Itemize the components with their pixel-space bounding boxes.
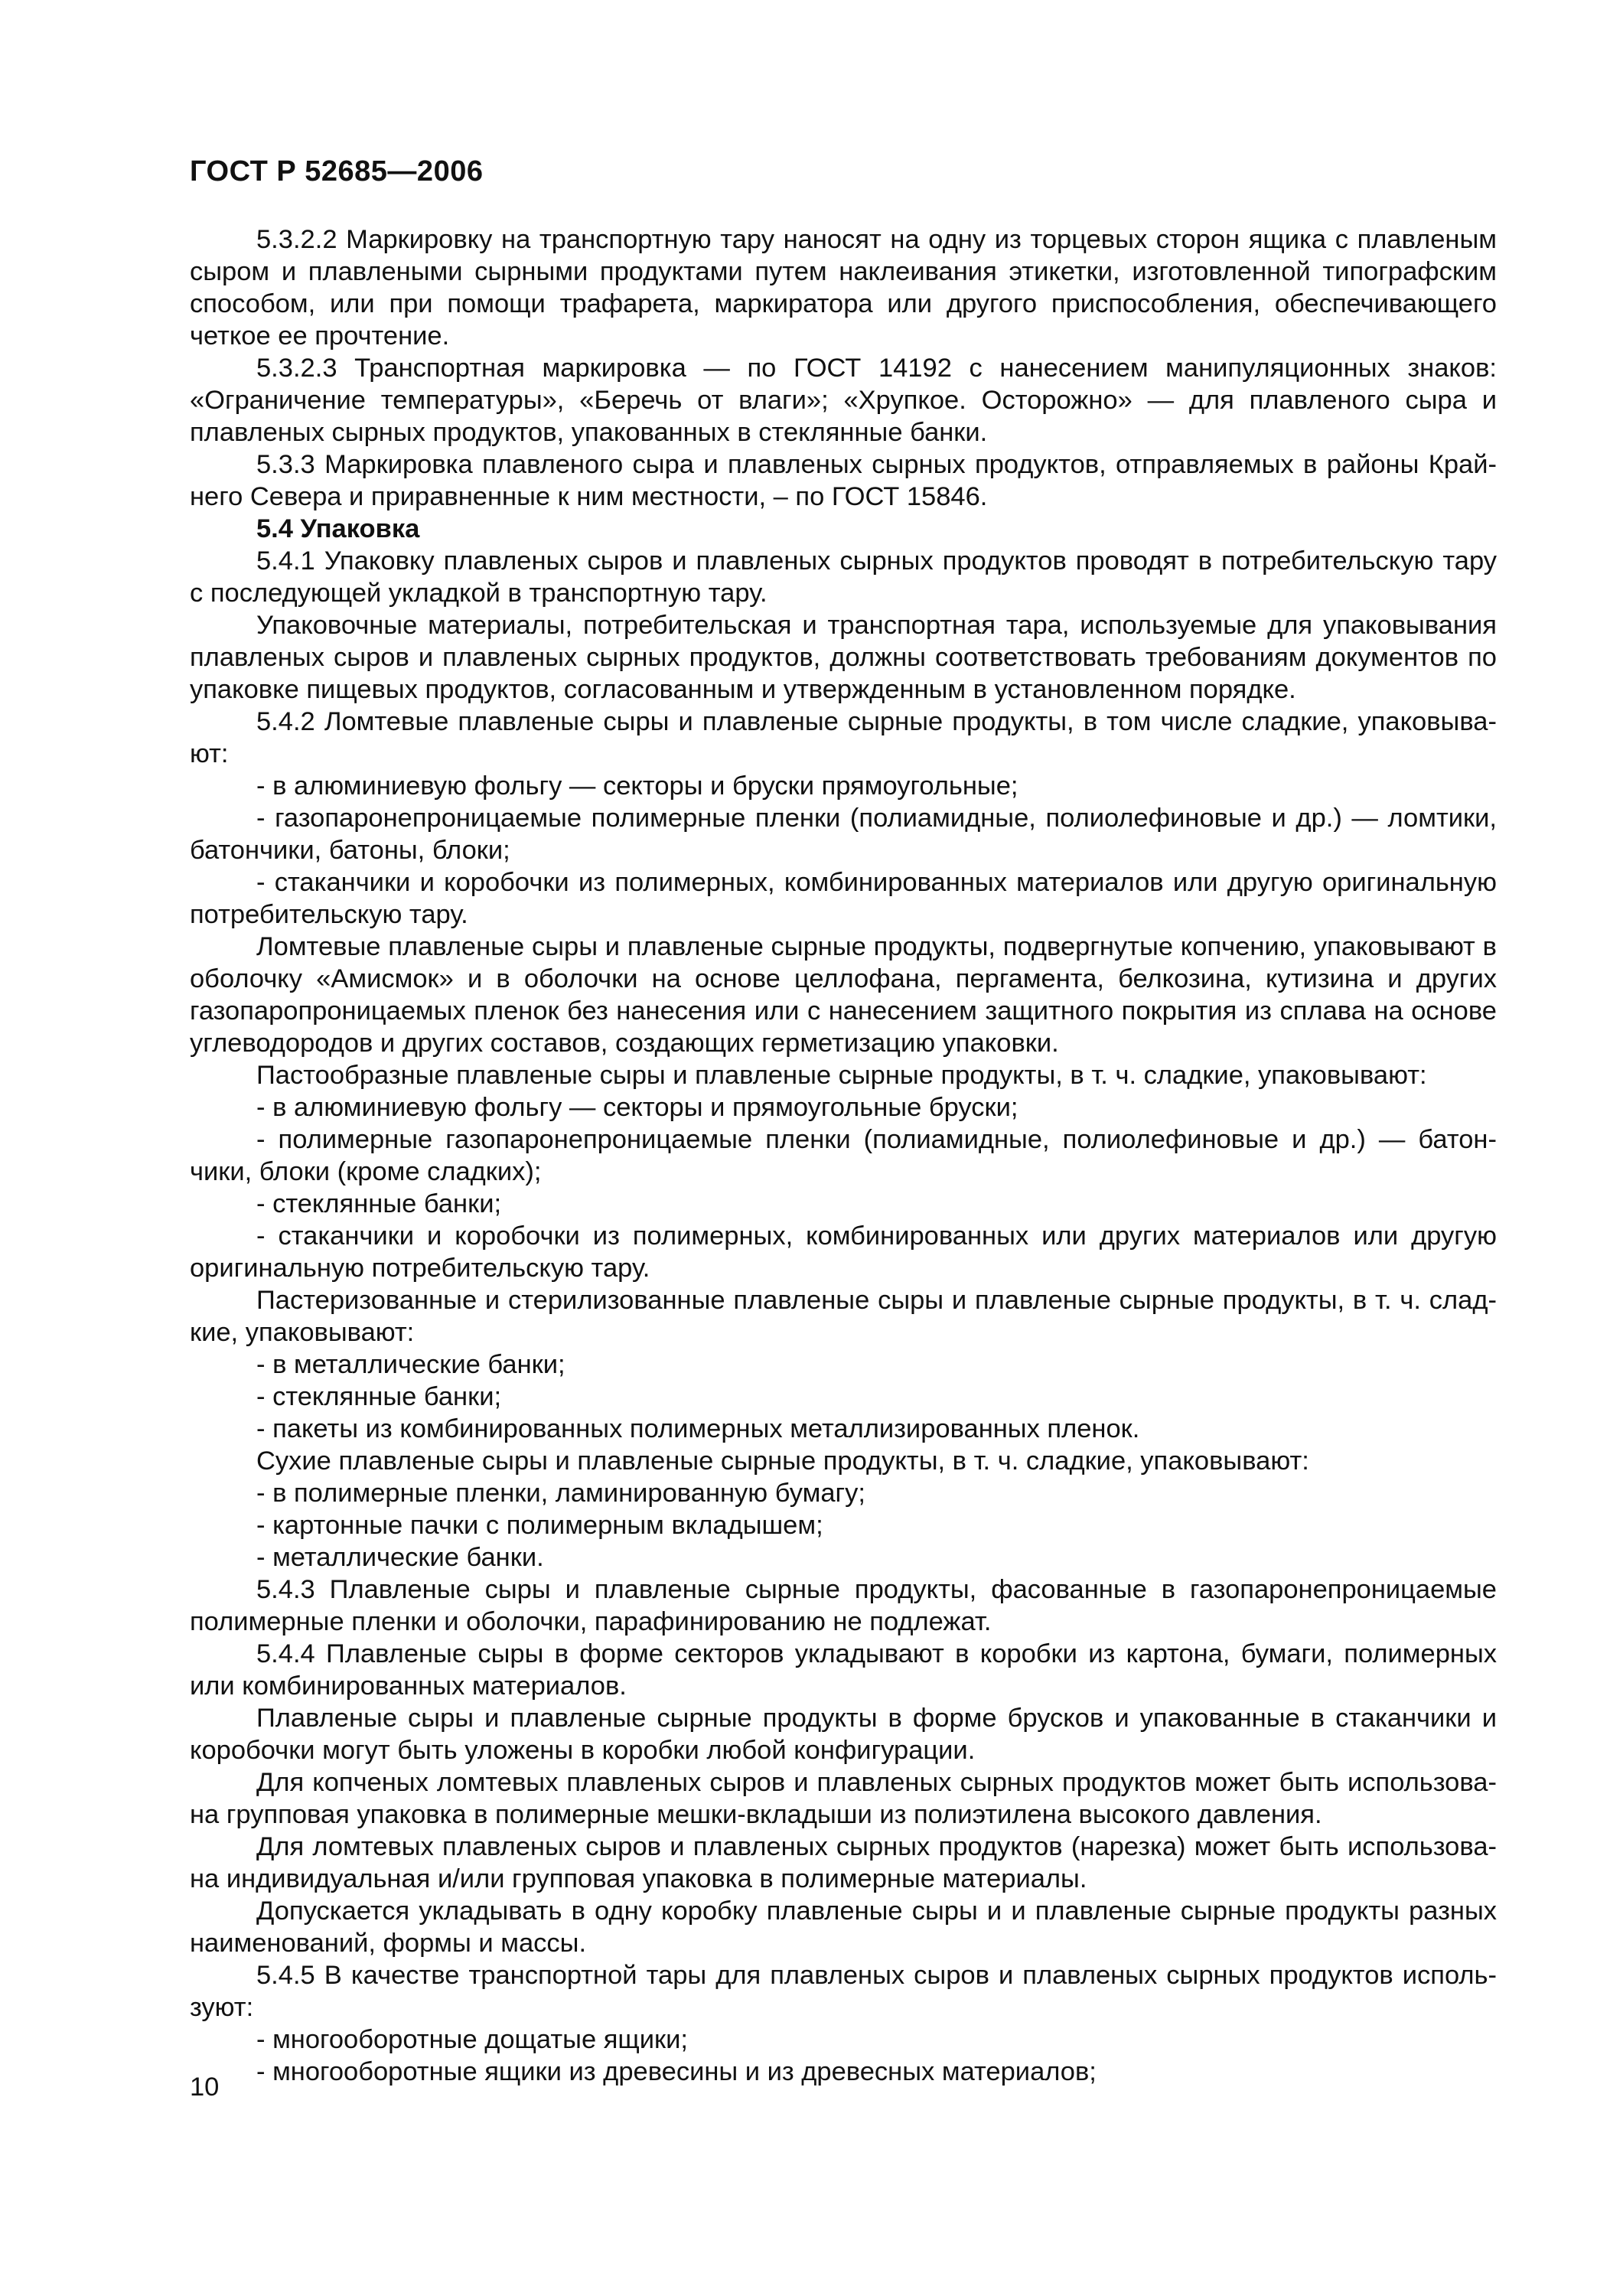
paragraph-5-4-2: 5.4.2 Ломтевые плавленые сыры и плавленые сырные продукты, в том числе сладкие, упаковывают: <box>190 707 1497 768</box>
paragraph: Пастеризованные и стерилизованные плавленые сыры и плавленые сырные продукты, в т. ч. сладкие, упаковывают: <box>190 1286 1497 1347</box>
list-item: - стаканчики и коробочки из полимерных, комбинированных или других материалов или другую оригинальную потребительскую тару. <box>190 1221 1497 1283</box>
paragraph: Для ломтевых плавленых сыров и плавленых сырных продуктов (нарезка) может быть использована индивидуальная и/или групповая упаковка в полимерные материалы. <box>190 1832 1497 1893</box>
paragraph-5-4-4: 5.4.4 Плавленые сыры в форме секторов укладывают в коробки из картона, бумаги, полимерных или комбинированных материалов. <box>190 1639 1497 1701</box>
list-item: - стеклянные банки; <box>256 1189 502 1218</box>
paragraph: Ломтевые плавленые сыры и плавленые сырные продукты, подвергнутые копчению, упаковывают в оболочку «Амисмок» и в оболочки на основе целлофана, пергамента, белкозина, кутизина и других газопаропроницаемых пленок без нанесения или с нанесением защитного покрытия из сплава на основе углеводородов и других составов, создающих герметизацию упаковки. <box>190 932 1497 1058</box>
paragraph: Для копченых ломтевых плавленых сыров и плавленых сырных продуктов может быть использована групповая упаковка в полимерные мешки-вкладыши из полиэтилена высокого давления. <box>190 1768 1497 1829</box>
paragraph: Допускается укладывать в одну коробку плавленые сыры и и плавленые сырные продукты разных наименований, формы и массы. <box>190 1896 1497 1958</box>
list-item: - металлические банки. <box>256 1543 544 1572</box>
paragraph-5-4-5: 5.4.5 В качестве транспортной тары для плавленых сыров и плавленых сырных продуктов используют: <box>190 1961 1497 2022</box>
list-item: - картонные пачки с полимерным вкладышем; <box>256 1511 823 1540</box>
paragraph-5-3-2-2: 5.3.2.2 Маркировку на транспортную тару наносят на одну из торцевых сторон ящика с плавленым сыром и плавлеными сырными продуктами путем наклеивания этикетки, изготовленной типографским способом, или при помощи трафарета, маркиратора или другого приспособления, обеспечивающего четкое ее прочтение. <box>190 225 1497 351</box>
paragraph: Упаковочные материалы, потребительская и транспортная тара, используемые для упаковывания плавленых сыров и плавленых сырных продуктов, должны соответствовать требованиям документов по упаковке пищевых продуктов, согласованным и утвержденным в установленном порядке. <box>190 611 1497 704</box>
paragraph: Сухие плавленые сыры и плавленые сырные продукты, в т. ч. сладкие, упаковывают: <box>256 1446 1309 1476</box>
paragraph: Плавленые сыры и плавленые сырные продукты в форме брусков и упакованные в стаканчики и коробочки могут быть уложены в коробки любой конфигурации. <box>190 1704 1497 1765</box>
paragraph-5-4-1: 5.4.1 Упаковку плавленых сыров и плавленых сырных продуктов проводят в потребительскую тару с последующей укладкой в транспортную тару. <box>190 546 1497 608</box>
paragraph-5-4-3: 5.4.3 Плавленые сыры и плавленые сырные продукты, фасованные в газопаронепроницаемые полимерные пленки и оболочки, парафинированию не подлежат. <box>190 1575 1497 1636</box>
section-heading-5-4: 5.4 Упаковка <box>256 514 420 543</box>
list-item: - многооборотные дощатые ящики; <box>256 2025 689 2054</box>
paragraph-5-3-3: 5.3.3 Маркировка плавленого сыра и плавленых сырных продуктов, отправляемых в районы Крайнего Севера и приравненные к ним местности, – по ГОСТ 15846. <box>190 450 1497 511</box>
list-item: - стаканчики и коробочки из полимерных, комбинированных материалов или другую оригинальную потребительскую тару. <box>190 868 1497 929</box>
list-item: - многооборотные ящики из древесины и из древесных материалов; <box>256 2057 1097 2086</box>
list-item: - в алюминиевую фольгу — секторы и бруски прямоугольные; <box>256 771 1018 801</box>
document-body <box>190 223 1497 2088</box>
list-item: - стеклянные банки; <box>256 1382 502 1411</box>
list-item: - в полимерные пленки, ламинированную бумагу; <box>256 1479 865 1508</box>
paragraph-5-3-2-3: 5.3.2.3 Транспортная маркировка — по ГОСТ 14192 с нанесением манипуляционных знаков: «Ограничение температуры», «Беречь от влаги»; «Хрупкое. Осторожно» — для плавленого сыра и плавленых сырных продуктов, упакованных в стеклянные банки. <box>190 354 1497 447</box>
list-item: - в алюминиевую фольгу — секторы и прямоугольные бруски; <box>256 1093 1018 1122</box>
list-item: - газопаронепроницаемые полимерные пленки (полиамидные, полиолефиновые и др.) — ломтики, батончики, батоны, блоки; <box>190 804 1497 865</box>
page-number: 10 <box>190 2073 220 2102</box>
document-header: ГОСТ Р 52685—2006 <box>190 155 484 188</box>
list-item: - в металлические банки; <box>256 1350 565 1379</box>
list-item: - полимерные газопаронепроницаемые пленки (полиамидные, полиолефиновые и др.) — батончики, блоки (кроме сладких); <box>190 1125 1497 1186</box>
paragraph: Пастообразные плавленые сыры и плавленые сырные продукты, в т. ч. сладкие, упаковывают: <box>256 1061 1427 1090</box>
list-item: - пакеты из комбинированных полимерных металлизированных пленок. <box>256 1414 1140 1443</box>
